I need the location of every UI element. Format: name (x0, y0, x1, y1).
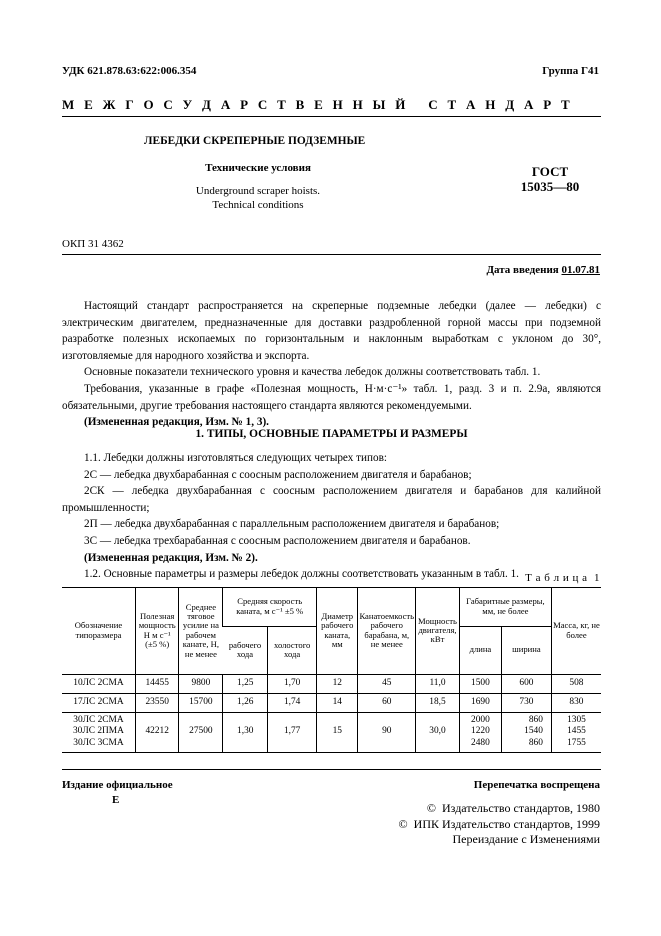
header-capacity: Канатоемкость рабочего барабана, м, не менее (358, 588, 416, 674)
cell-force: 9800 (179, 674, 223, 693)
table-row (62, 674, 601, 693)
table-row (62, 693, 601, 712)
length-variant: 2480 (471, 738, 490, 749)
clause-1-2: 1.2. Основные параметры и размеры лебедок должны соответствовать указанным в табл. 1. (84, 568, 519, 581)
mass-variant: 1755 (567, 738, 586, 749)
document-subtitle: Технические условия (205, 162, 311, 174)
intro-paragraph-scope: Настоящий стандарт распространяется на скреперные подземные лебедки (далее — лебедки) с электрическим двигателем, предназначенные для доставки раздробленной горной массы при подземной разработке полезных ископаемых по горизонтальным и наклонным выработкам с уклоном до 30°, изготовляемые для народного хозяйства и экспорта. (62, 300, 601, 362)
english-title-line1: Underground scraper hoists. (195, 185, 321, 197)
width-variant: 860 (528, 738, 543, 749)
copyright-1999: © ИПК Издательство стандартов, 1999 (398, 817, 600, 831)
header-speed-idle: холостого хода (268, 626, 317, 674)
designation-variant: 30ЛС 2СМА (73, 714, 124, 725)
cell-designation: 10ЛС 2СМА (62, 674, 135, 693)
header-designation: Обозначение типоразмера (62, 588, 135, 674)
header-speed-work: рабочего хода (223, 626, 268, 674)
designation-variant: 30ЛС 3СМА (73, 738, 124, 749)
intro-paragraph-requirements: Требования, указанные в графе «Полезная мощность, Н·м·с⁻¹» табл. 1, разд. 3 и п. 2.9а, являются обязательными, другие требования настоящего стандарта являются рекомендуемыми. (62, 382, 601, 412)
section-1-amendment-note: (Измененная редакция, Изм. № 2). (84, 551, 258, 564)
cell-capacity: 90 (358, 712, 416, 752)
header-speed: Средняя скорость каната, м с⁻¹ ±5 % (223, 588, 317, 626)
table-row (62, 712, 601, 752)
cell-mass: 830 (551, 693, 601, 712)
gost-label: ГОСТ (531, 164, 569, 179)
length-variant: 2000 (471, 714, 490, 725)
okp-rule (62, 254, 601, 255)
intro-block (62, 298, 601, 431)
introduction-date-value: 01.07.81 (561, 264, 600, 276)
official-edition: Издание официальное (62, 779, 173, 791)
type-3s: 3С — лебедка трехбарабанная с соосным расположением двигателя и барабанов. (84, 534, 471, 547)
type-2sk: 2СК — лебедка двухбарабанная с соосным расположением двигателя и барабанов для калийной промышленности; (62, 485, 601, 514)
header-length: длина (459, 626, 501, 674)
introduction-date (486, 264, 600, 276)
section-1-body (62, 450, 601, 583)
group-code: Группа Г41 (542, 65, 599, 77)
cell-force: 27500 (179, 712, 223, 752)
cell-motor: 30,0 (416, 712, 460, 752)
header-width: ширина (501, 626, 551, 674)
width-variant: 860 (528, 714, 543, 725)
cell-speed-work: 1,26 (223, 693, 268, 712)
cell-power: 42212 (135, 712, 179, 752)
section-1-heading: 1. ТИПЫ, ОСНОВНЫЕ ПАРАМЕТРЫ И РАЗМЕРЫ (195, 428, 468, 440)
header-rule (62, 116, 601, 117)
copyright-1980: © Издательство стандартов, 1980 (426, 801, 600, 815)
cell-speed-work: 1,30 (223, 712, 268, 752)
cell-force: 15700 (179, 693, 223, 712)
cell-motor: 11,0 (416, 674, 460, 693)
english-title-line2: Technical conditions (212, 199, 304, 211)
type-2p: 2П — лебедка двухбарабанная с параллельным расположением двигателя и барабанов; (84, 518, 500, 531)
cell-mass (551, 712, 601, 752)
gost-number: 15035—80 (520, 179, 580, 194)
standard-banner: М Е Ж Г О С У Д А Р С Т В Е Н Н Ы Й С Т А Н Д А Р Т (62, 97, 574, 112)
header-motor: Мощность двигателя, кВт (416, 588, 460, 674)
reprint-notice: Перепечатка воспрещена (473, 779, 600, 791)
clause-1-1: 1.1. Лебедки должны изготовляться следующих четырех типов: (84, 452, 387, 464)
cell-width: 600 (501, 674, 551, 693)
document-title: ЛЕБЕДКИ СКРЕПЕРНЫЕ ПОДЗЕМНЫЕ (144, 135, 366, 147)
footer-rule (62, 769, 601, 770)
length-variant: 1220 (471, 726, 490, 737)
cell-mass: 508 (551, 674, 601, 693)
reissue-note: Переиздание с Изменениями (452, 832, 600, 846)
mass-variant: 1455 (567, 726, 586, 737)
udk-code: УДК 621.878.63:622:006.354 (62, 65, 197, 77)
intro-paragraph-table-ref: Основные показатели технического уровня и качества лебедок должны соответствовать табл. 1. (84, 366, 541, 379)
table-1 (62, 588, 601, 752)
cell-speed-work: 1,25 (223, 674, 268, 693)
cell-diameter: 15 (317, 712, 358, 752)
header-diameter: Диаметр рабочего каната, мм (317, 588, 358, 674)
cell-speed-idle: 1,77 (268, 712, 317, 752)
edition-letter: Е (112, 794, 120, 806)
cell-speed-idle: 1,70 (268, 674, 317, 693)
cell-length: 1500 (459, 674, 501, 693)
cell-capacity: 45 (358, 674, 416, 693)
width-variant: 1540 (524, 726, 543, 737)
cell-speed-idle: 1,74 (268, 693, 317, 712)
cell-width (501, 712, 551, 752)
cell-designation: 17ЛС 2СМА (62, 693, 135, 712)
okp-code: ОКП 31 4362 (62, 238, 124, 250)
cell-length: 1690 (459, 693, 501, 712)
cell-designation (62, 712, 135, 752)
header-mass: Масса, кг, не более (551, 588, 601, 674)
header-power: Полезная мощность Н м с⁻¹ (±5 %) (135, 588, 179, 674)
cell-power: 14455 (135, 674, 179, 693)
cell-power: 23550 (135, 693, 179, 712)
cell-motor: 18,5 (416, 693, 460, 712)
cell-diameter: 14 (317, 693, 358, 712)
table-bottom-rule (62, 752, 601, 753)
introduction-date-label: Дата введения (486, 264, 559, 276)
intro-amendment-note: (Измененная редакция, Изм. № 1, 3). (84, 416, 269, 429)
table-caption: Т а б л и ц а 1 (525, 572, 600, 584)
cell-width: 730 (501, 693, 551, 712)
cell-diameter: 12 (317, 674, 358, 693)
type-2s: 2С — лебедка двухбарабанная с соосным расположением двигателя и барабанов; (84, 468, 472, 481)
designation-variant: 30ЛС 2ПМА (72, 726, 124, 737)
cell-capacity: 60 (358, 693, 416, 712)
header-force: Среднее тяговое усилие на рабочем канате, Н, не менее (179, 588, 223, 674)
header-dimensions: Габаритные размеры, мм, не более (459, 588, 551, 626)
mass-variant: 1305 (567, 714, 586, 725)
cell-length (459, 712, 501, 752)
